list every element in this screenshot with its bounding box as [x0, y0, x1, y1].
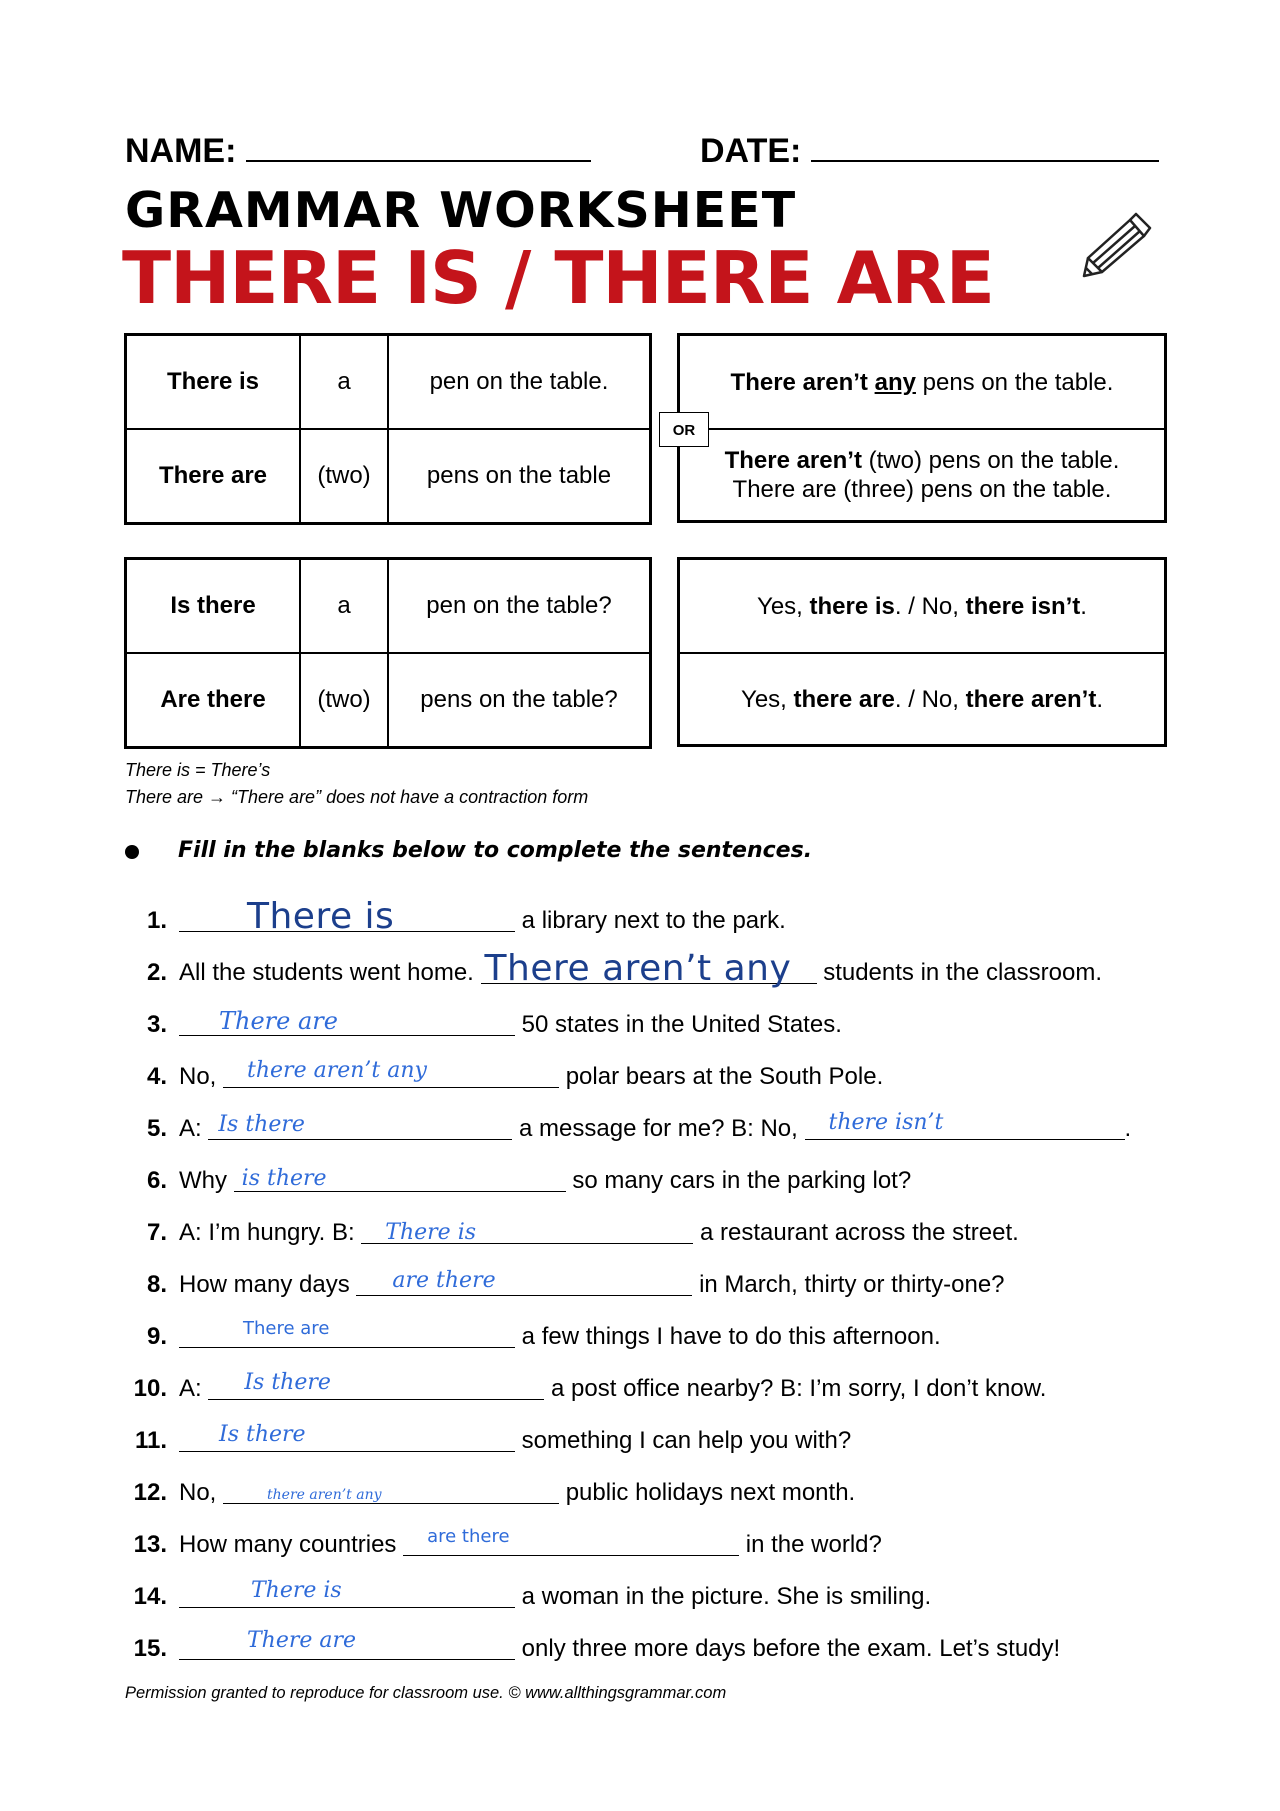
worksheet-subtitle: GRAMMAR WORKSHEET: [125, 182, 797, 239]
list-item: [125, 1219, 1019, 1247]
date-field: [700, 132, 1159, 171]
question-number: 6.: [146, 1167, 167, 1194]
list-item: [125, 1526, 882, 1559]
answer-blank[interactable]: [179, 896, 515, 937]
question-number: 14.: [133, 1583, 167, 1610]
answer-text: are there: [392, 1268, 496, 1293]
table-row: [126, 429, 651, 524]
answer-text: There is: [385, 1220, 477, 1245]
answer-blank[interactable]: [208, 1112, 512, 1140]
table-cell: Is there: [126, 559, 301, 654]
question-number: 8.: [146, 1271, 167, 1298]
question-text: a message for me? B: No,: [519, 1115, 798, 1142]
table-cell: a: [300, 335, 388, 430]
date-line[interactable]: [811, 160, 1159, 162]
question-text: students in the classroom.: [823, 959, 1102, 986]
negative-rest-2: (two) pens on the table.: [861, 447, 1120, 474]
question-text: All the students went home.: [179, 959, 474, 986]
answer-text: is there: [241, 1166, 327, 1191]
or-badge: OR: [659, 412, 709, 447]
list-item: [125, 1110, 1132, 1143]
negative-box: [677, 333, 1167, 523]
answer-text: There are: [247, 1628, 357, 1653]
answer-bold: there is: [809, 592, 895, 620]
short-answer-row: [680, 652, 1164, 744]
answer-blank[interactable]: [179, 1318, 515, 1348]
question-number: 13.: [133, 1531, 167, 1558]
answer-text: There are: [243, 1318, 330, 1339]
table-row: [126, 559, 651, 654]
question-text: a woman in the picture. She is smiling.: [521, 1583, 932, 1610]
question-text: so many cars in the parking lot?: [572, 1167, 912, 1194]
answer-text: Is there: [219, 1422, 306, 1447]
answer-text: There is: [247, 896, 395, 937]
question-number: 9.: [146, 1323, 167, 1350]
list-item: [125, 1578, 932, 1611]
answer-blank[interactable]: [356, 1268, 692, 1296]
contraction-note: There is = There’s: [125, 760, 271, 780]
question-table: [124, 557, 652, 749]
answer-blank[interactable]: [179, 1628, 515, 1660]
list-item: [125, 1370, 1047, 1403]
table-cell: There is: [126, 335, 301, 430]
question-text: in March, thirty or thirty-one?: [699, 1271, 1005, 1298]
answer-text: Yes,: [757, 592, 810, 620]
list-item: [125, 1318, 941, 1351]
contraction-note: There are → “There are” does not have a contraction form: [125, 787, 589, 807]
instruction: Fill in the blanks below to complete the sentences.: [178, 838, 813, 863]
table-row: [126, 653, 651, 748]
negative-bold: There aren’t: [730, 368, 875, 396]
negative-rest: pens on the table.: [915, 368, 1114, 396]
negative-bold-2: There aren’t: [724, 447, 862, 474]
table-cell: (two): [300, 429, 388, 524]
question-text: polar bears at the South Pole.: [565, 1063, 884, 1090]
question-number: 15.: [133, 1635, 167, 1662]
question-text: a library next to the park.: [521, 907, 786, 934]
table-cell: pen on the table?: [388, 559, 651, 654]
answer-blank[interactable]: [223, 1479, 559, 1504]
table-cell: pens on the table: [388, 429, 651, 524]
table-cell: pen on the table.: [388, 335, 651, 430]
answer-text: Yes,: [741, 685, 794, 713]
question-text: No,: [179, 1479, 217, 1506]
short-answer-box: [677, 557, 1167, 747]
affirmative-table: [124, 333, 652, 525]
question-text: How many days: [179, 1271, 350, 1298]
table-cell: pens on the table?: [388, 653, 651, 748]
table-cell: Are there: [126, 653, 301, 748]
pencil-icon: [1078, 208, 1158, 280]
answer-text: there aren’t any: [267, 1487, 382, 1503]
answer-blank[interactable]: [234, 1167, 566, 1192]
question-text: only three more days before the exam. Let’s study!: [521, 1635, 1061, 1662]
answer-text: there isn’t: [828, 1110, 944, 1135]
list-item: [125, 896, 786, 937]
table-cell: a: [300, 559, 388, 654]
negative-row-1: [680, 336, 1164, 428]
question-number: 1.: [146, 907, 167, 934]
answer-bold: there isn’t: [965, 592, 1081, 620]
date-label: DATE:: [700, 132, 802, 170]
question-number: 11.: [134, 1427, 167, 1454]
answer-blank[interactable]: [179, 1578, 515, 1608]
bullet-icon: [125, 845, 139, 859]
answer-text: . / No,: [894, 592, 966, 620]
list-item: [125, 948, 1102, 989]
answer-blank[interactable]: [208, 1370, 544, 1400]
question-number: 12.: [133, 1479, 167, 1506]
answer-blank[interactable]: [403, 1526, 739, 1556]
list-item: [125, 1007, 842, 1039]
negative-line-2: There are (three) pens on the table.: [732, 476, 1112, 503]
worksheet-title: THERE IS / THERE ARE: [122, 236, 994, 320]
list-item: [125, 1167, 911, 1195]
question-text: 50 states in the United States.: [521, 1011, 842, 1038]
question-text: A:: [179, 1375, 202, 1402]
table-cell: (two): [300, 653, 388, 748]
answer-blank[interactable]: [805, 1110, 1125, 1140]
question-number: 10.: [133, 1375, 167, 1402]
answer-blank[interactable]: [179, 1422, 515, 1452]
question-text: .: [1124, 1115, 1132, 1142]
answer-text: there aren’t any: [247, 1058, 427, 1083]
negative-row-2: [680, 428, 1164, 520]
name-line[interactable]: [246, 160, 591, 162]
list-item: [125, 1268, 1005, 1299]
question-number: 5.: [146, 1115, 167, 1142]
list-item: [125, 1422, 852, 1455]
question-number: 4.: [146, 1063, 167, 1090]
answer-text: .: [1080, 592, 1087, 620]
list-item: [125, 1628, 1061, 1663]
question-text: A: I’m hungry. B:: [179, 1219, 355, 1246]
question-text: a restaurant across the street.: [699, 1219, 1019, 1246]
answer-text: are there: [427, 1526, 510, 1547]
table-row: [126, 335, 651, 430]
answer-text: . / No,: [894, 685, 966, 713]
answer-blank[interactable]: [481, 948, 817, 989]
answer-bold: there aren’t: [965, 685, 1097, 713]
answer-text: .: [1096, 685, 1103, 713]
answer-text: There are: [219, 1007, 338, 1035]
name-field: [125, 132, 591, 171]
table-cell: There are: [126, 429, 301, 524]
name-label: NAME:: [125, 132, 237, 170]
question-number: 7.: [146, 1219, 167, 1246]
question-text: a post office nearby? B: I’m sorry, I don’t know.: [551, 1375, 1047, 1402]
question-text: a few things I have to do this afternoon.: [521, 1323, 941, 1350]
question-text: A:: [179, 1115, 202, 1142]
answer-blank[interactable]: [179, 1007, 515, 1036]
footer-permission: Permission granted to reproduce for classroom use. © www.allthingsgrammar.com: [125, 1684, 727, 1702]
short-answer-row: [680, 560, 1164, 652]
list-item: [125, 1058, 884, 1091]
answer-text: Is there: [244, 1370, 331, 1395]
question-text: something I can help you with?: [521, 1427, 852, 1454]
answer-blank[interactable]: [361, 1219, 693, 1244]
answer-text: Is there: [218, 1112, 305, 1137]
question-number: 2.: [146, 959, 167, 986]
question-text: How many countries: [179, 1531, 397, 1558]
any-word: any: [874, 368, 916, 396]
question-text: in the world?: [745, 1531, 882, 1558]
question-text: No,: [179, 1063, 217, 1090]
question-number: 3.: [146, 1011, 167, 1038]
answer-text: There is: [251, 1578, 342, 1603]
answer-bold: there are: [793, 685, 895, 713]
question-text: public holidays next month.: [565, 1479, 856, 1506]
list-item: [125, 1479, 855, 1507]
answer-text: There aren’t any: [484, 948, 792, 989]
question-text: Why: [179, 1167, 227, 1194]
answer-blank[interactable]: [223, 1058, 559, 1088]
